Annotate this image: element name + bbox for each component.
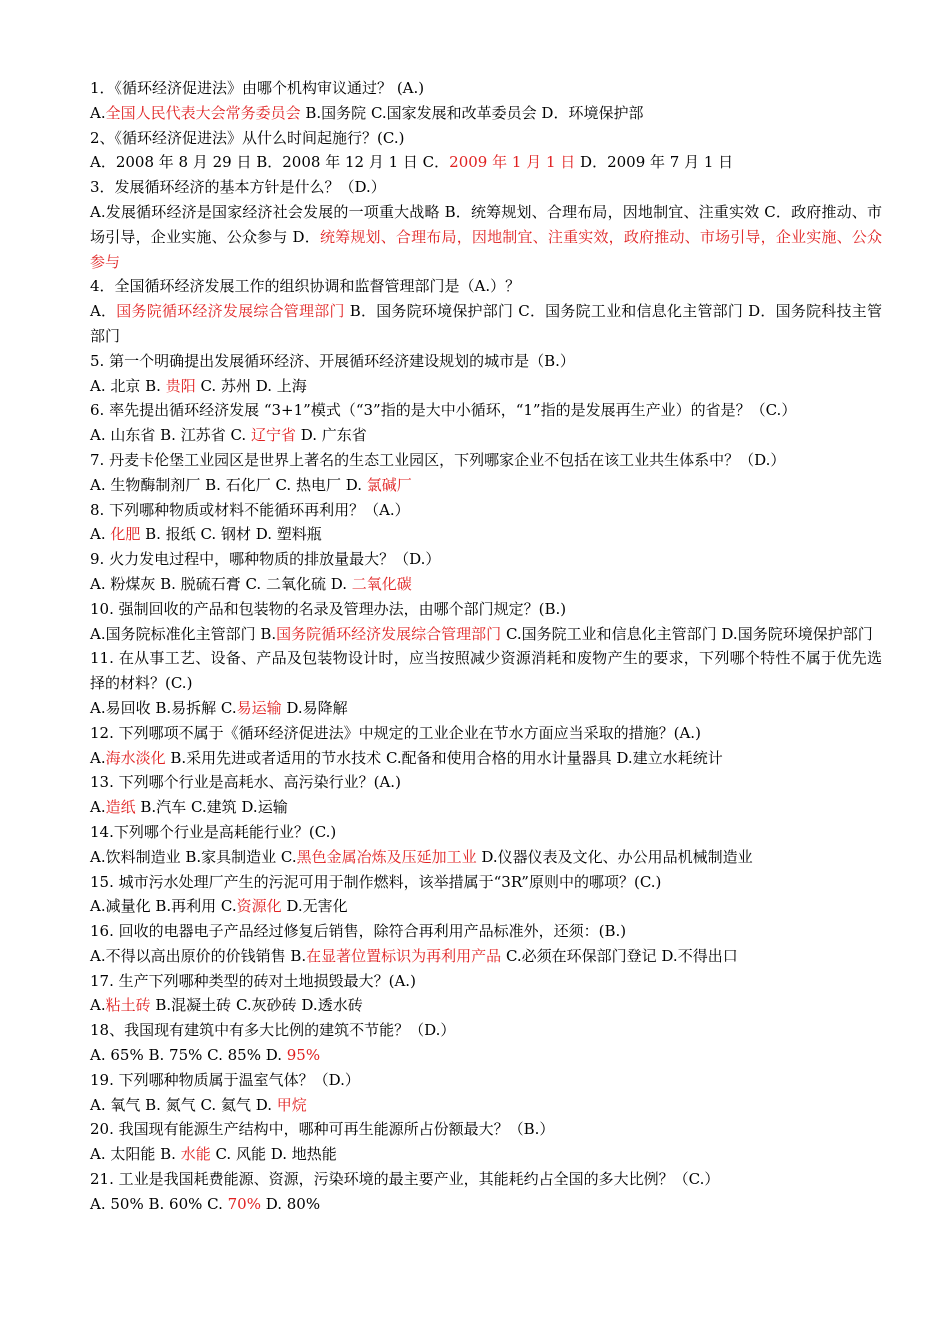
question-text: 4．全国循环经济发展工作的组织协调和监督管理部门是（A.）？ bbox=[90, 277, 521, 296]
option-text: A.饮料制造业 B.家具制造业 C. bbox=[90, 847, 297, 866]
answer-options bbox=[90, 795, 882, 820]
answer-options bbox=[90, 1192, 882, 1217]
option-text: A. 65% B. 75% C. 85% D. bbox=[90, 1046, 287, 1065]
option-text: D.无害化 bbox=[281, 897, 348, 916]
question-text: 12. 下列哪项不属于《循环经济促进法》中规定的工业企业在节水方面应当采取的措施？(A.) bbox=[90, 723, 701, 742]
correct-answer: 统筹规划、合理布局，因地制宜、注重实效，政府推动、市场引导，企业实施、公众参与 bbox=[90, 227, 882, 271]
question-text: 2、《循环经济促进法》从什么时间起施行？(C.) bbox=[90, 128, 405, 147]
correct-answer: 水能 bbox=[180, 1145, 211, 1164]
correct-answer: 氯碱厂 bbox=[366, 475, 412, 494]
correct-answer: 2009 年 1 月 1 日 bbox=[449, 153, 576, 172]
answer-options bbox=[90, 200, 882, 274]
correct-answer: 造纸 bbox=[105, 798, 136, 817]
quiz-document bbox=[90, 76, 882, 1217]
question-text: 17. 生产下列哪种类型的砖对土地损毁最大？(A.) bbox=[90, 971, 416, 990]
option-text: B．国务院环境保护部门 C．国务院工业和信息化主管部门 D．国务院科技主管部门 bbox=[90, 302, 882, 345]
option-text: A. 太阳能 B. bbox=[90, 1145, 181, 1164]
correct-answer: 黑色金属冶炼及压延加工业 bbox=[296, 847, 477, 866]
question-text: 6. 率先提出循环经济发展 “3+1”模式（“3”指的是大中小循环，“1”指的是发展再生产业）的省是？（C.） bbox=[90, 401, 797, 420]
option-text: A. 氧气 B. 氮气 C. 氦气 D. bbox=[90, 1095, 277, 1114]
correct-answer: 资源化 bbox=[236, 897, 282, 916]
option-text: A.易回收 B.易拆解 C. bbox=[90, 698, 237, 717]
option-text: C.必须在环保部门登记 D.不得出口 bbox=[501, 946, 738, 965]
question-text: 13. 下列哪个行业是高耗水、高污染行业？(A.) bbox=[90, 773, 401, 792]
option-text: D. 80% bbox=[260, 1194, 321, 1213]
option-text: A. 粉煤灰 B. 脱硫石膏 C. 二氧化硫 D. bbox=[90, 574, 352, 593]
correct-answer: 国务院循环经济发展综合管理部门 bbox=[116, 302, 345, 321]
answer-options bbox=[90, 1043, 882, 1068]
correct-answer: 易运输 bbox=[236, 698, 282, 717]
answer-options bbox=[90, 423, 882, 448]
question-text: 1．《循环经济促进法》由哪个机构审议通过？ (A.) bbox=[90, 79, 425, 97]
option-text: C. 风能 D. 地热能 bbox=[210, 1145, 337, 1164]
option-text: B.汽车 C.建筑 D.运输 bbox=[135, 798, 288, 817]
option-text: D.仪器仪表及文化、办公用品机械制造业 bbox=[476, 847, 753, 866]
answer-options bbox=[90, 374, 882, 399]
option-text: A. bbox=[90, 996, 106, 1015]
answer-options bbox=[90, 473, 882, 498]
option-text: B.国务院 C.国家发展和改革委员会 D．环境保护部 bbox=[300, 103, 644, 122]
correct-answer: 海水淡化 bbox=[105, 748, 166, 767]
option-text: A.国务院标准化主管部门 B. bbox=[90, 624, 277, 643]
answer-options bbox=[90, 845, 882, 870]
question-text: 10. 强制回收的产品和包装物的名录及管理办法，由哪个部门规定？(B.) bbox=[90, 599, 567, 618]
option-text: A. 山东省 B. 江苏省 C. bbox=[90, 426, 251, 445]
answer-options bbox=[90, 696, 882, 721]
question-text: 11. 在从事工艺、设备、产品及包装物设计时，应当按照减少资源消耗和废物产生的要求，下列哪个特性不属于优先选择的材料？(C.) bbox=[90, 649, 882, 693]
correct-answer: 国务院循环经济发展综合管理部门 bbox=[276, 624, 502, 643]
correct-answer: 二氧化碳 bbox=[351, 574, 412, 593]
option-text: B. 报纸 C. 钢材 D. 塑料瓶 bbox=[140, 525, 322, 544]
option-text: D．2009 年 7 月 1 日 bbox=[575, 153, 734, 172]
option-text: A. bbox=[90, 103, 106, 122]
correct-answer: 全国人民代表大会常务委员会 bbox=[105, 103, 301, 122]
question-text: 7. 丹麦卡伦堡工业园区是世界上著名的生态工业园区，下列哪家企业不包括在该工业共生体系中？（D.） bbox=[90, 450, 786, 469]
question-text: 14.下列哪个行业是高耗能行业？(C.) bbox=[90, 822, 337, 841]
option-text: B.采用先进或者适用的节水技术 C.配备和使用合格的用水计量器具 D.建立水耗统计 bbox=[165, 748, 723, 767]
answer-options bbox=[90, 1142, 882, 1167]
answer-options bbox=[90, 944, 882, 969]
answer-options bbox=[90, 150, 882, 175]
option-text: A. bbox=[90, 525, 111, 544]
option-text: A. bbox=[90, 798, 106, 817]
answer-options bbox=[90, 572, 882, 597]
answer-options bbox=[90, 746, 882, 771]
option-text: A.减量化 B.再利用 C. bbox=[90, 897, 237, 916]
question-text: 8. 下列哪种物质或材料不能循环再利用？（A.） bbox=[90, 500, 410, 519]
option-text: A. bbox=[90, 748, 106, 767]
question-text: 3．发展循环经济的基本方针是什么？（D.） bbox=[90, 178, 386, 197]
option-text: A． bbox=[90, 302, 117, 321]
option-text: A．2008 年 8 月 29 日 B．2008 年 12 月 1 日 C． bbox=[90, 153, 450, 172]
correct-answer: 70% bbox=[227, 1194, 261, 1213]
correct-answer: 粘土砖 bbox=[105, 996, 151, 1015]
question-text: 21. 工业是我国耗费能源、资源，污染环境的最主要产业，其能耗约占全国的多大比例？（C.） bbox=[90, 1170, 720, 1189]
option-text: A. 50% B. 60% C. bbox=[90, 1194, 228, 1213]
option-text: D. 广东省 bbox=[295, 426, 367, 445]
question-text: 18、我国现有建筑中有多大比例的建筑不节能？（D.） bbox=[90, 1021, 456, 1040]
option-text: C. 苏州 D. 上海 bbox=[195, 376, 307, 395]
answer-options bbox=[90, 299, 882, 349]
correct-answer: 在显著位置标识为再利用产品 bbox=[306, 946, 502, 965]
question-text: 19. 下列哪种物质属于温室气体？（D.） bbox=[90, 1070, 360, 1089]
option-text: A. 北京 B. bbox=[90, 376, 166, 395]
option-text: A.发展循环经济是国家经济社会发展的一项重大战略 B．统筹规划、合理布局，因地制宜、注重实效 C．政府推动、市场引导，企业实施、公众参与 D． bbox=[90, 202, 882, 246]
answer-options bbox=[90, 101, 882, 126]
answer-options bbox=[90, 993, 882, 1018]
option-text: A.不得以高出原价的价钱销售 B. bbox=[90, 946, 307, 965]
option-text: C.国务院工业和信息化主管部门 D.国务院环境保护部门 bbox=[501, 624, 873, 643]
answer-options bbox=[90, 1093, 882, 1118]
option-text: D.易降解 bbox=[281, 698, 348, 717]
question-text: 16. 回收的电器电子产品经过修复后销售，除符合再利用产品标准外，还须：(B.) bbox=[90, 922, 627, 941]
correct-answer: 化肥 bbox=[110, 525, 141, 544]
answer-options bbox=[90, 622, 882, 647]
question-text: 5. 第一个明确提出发展循环经济、开展循环经济建设规划的城市是（B.） bbox=[90, 351, 575, 370]
option-text: B.混凝土砖 C.灰砂砖 D.透水砖 bbox=[150, 996, 363, 1015]
answer-options bbox=[90, 894, 882, 919]
question-text: 9. 火力发电过程中，哪种物质的排放量最大？（D.） bbox=[90, 550, 441, 569]
correct-answer: 甲烷 bbox=[276, 1095, 307, 1114]
correct-answer: 贵阳 bbox=[165, 376, 196, 395]
correct-answer: 辽宁省 bbox=[250, 426, 296, 445]
answer-options bbox=[90, 522, 882, 547]
question-text: 20. 我国现有能源生产结构中，哪种可再生能源所占份额最大？（B.） bbox=[90, 1120, 555, 1139]
question-text: 15. 城市污水处理厂产生的污泥可用于制作燃料，该举措属于“3R”原则中的哪项？(C.) bbox=[90, 872, 662, 891]
option-text: A. 生物酶制剂厂 B. 石化厂 C. 热电厂 D. bbox=[90, 475, 367, 494]
correct-answer: 95% bbox=[286, 1046, 321, 1065]
